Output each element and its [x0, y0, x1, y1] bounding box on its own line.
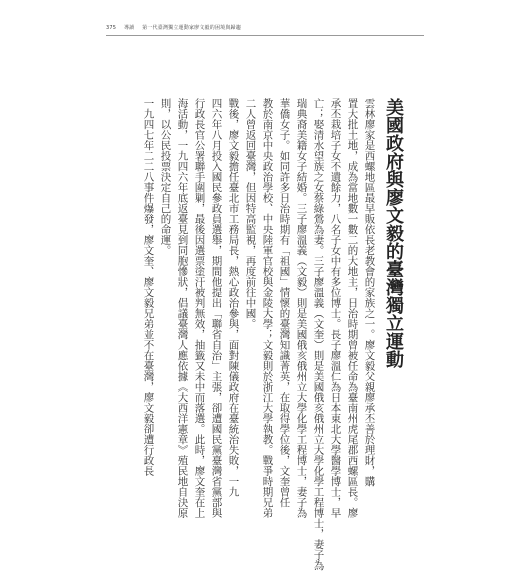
text-column: 教於南京中央政治學校、中央陸軍官校與金陵大學；文毅則於浙江大學執教。戰爭時期兄弟 [261, 98, 274, 518]
text-column: 承丕栽培子女不遺餘力，八名子女中有多位博士。長子廖溫仁為日本東北大學醫學博士，早 [329, 98, 342, 518]
text-column: 瑞典裔美籍女子結婚。三子廖溫義（文毅）則是美國俄亥俄州立大學化學工程博士，妻子為 [295, 98, 308, 518]
section-label: 導讀 [123, 25, 135, 31]
text-column: 一九四七年二二八事件爆發，廖文奎、廖文毅兄弟並不在臺灣，廖文毅卻遭行政長 [142, 98, 155, 476]
text-column: 雲林廖家是西螺地區最早販依長老教會的家族之一。廖文毅父親廖承丕善於理財，購 [363, 98, 376, 487]
text-column: 戰後，廖文毅擔任臺北市工務局長，熱心政治參與，面對陳儀政府在臺統治失敗，一九 [227, 98, 240, 497]
text-column: 行政長官公署聯手圍剿，最後因選票塗汙被判無效，抽籤又未中而落選。此時，廖文奎在上 [193, 98, 206, 518]
text-column: 置大批土地，成為當地數一數二的大地主，日治時期曾被任命為臺南州虎尾郡西螺區長。廖 [346, 98, 359, 518]
text-column: 二人曾返回臺灣，但因特高監視，再度前往中國。 [244, 98, 257, 329]
text-column: 四六年八月投入國民參政員選舉，期間他提出「聯省自治」主張，卻遭國民黨臺灣省黨部與 [210, 98, 223, 518]
page-number: 375 [106, 25, 117, 31]
text-column: 海活動，一九四六年底返臺見到同胞慘狀，倡議臺灣人應依據《大西洋憲章》殖民地自決原 [176, 98, 189, 518]
book-page [106, 18, 424, 571]
text-column: 則，以公民投票決定自己的命運。 [159, 98, 172, 256]
text-column: 亡；娶清水望族之女蔡綠鶯為妻。三子廖溫義（文奎）則是美國俄亥俄州立大學化學工程博士，妻子為 [312, 98, 325, 571]
header-rule [106, 35, 424, 36]
body-text [106, 98, 406, 571]
section-title: 美國政府與廖文毅的臺灣獨立運動 [383, 98, 404, 368]
running-header [106, 24, 424, 31]
text-column: 華僑女子。如同許多日治時期有「祖國」情懷的臺灣知識菁英，在取得學位後，文奎曾任 [278, 98, 291, 508]
running-title: 第一代臺灣獨立運動家廖文毅的困境與歸趨 [142, 25, 241, 31]
